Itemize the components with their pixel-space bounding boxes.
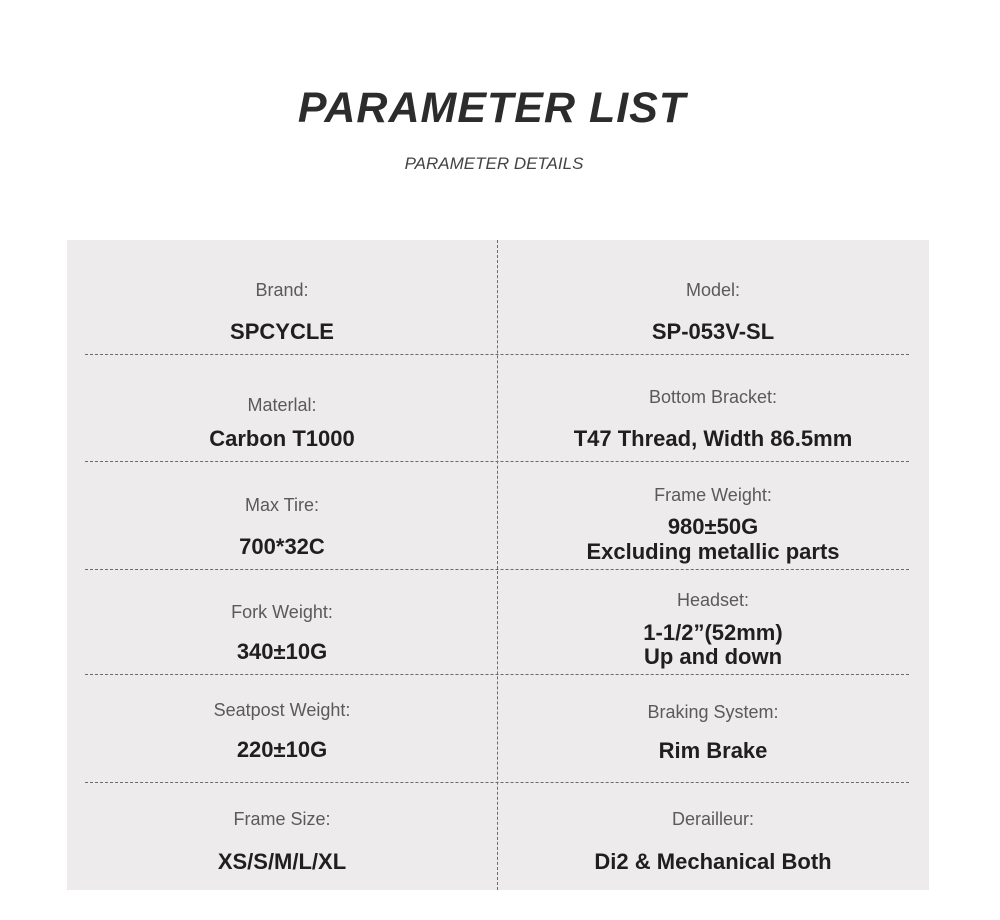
param-value: XS/S/M/L/XL xyxy=(217,849,347,874)
param-label: Materlal: xyxy=(247,395,317,415)
param-brand xyxy=(67,240,497,354)
param-value: 700*32C xyxy=(239,534,325,559)
param-value: 340±10G xyxy=(236,639,328,664)
param-value: SP-053V-SL xyxy=(651,319,775,344)
param-braking-system xyxy=(497,674,929,782)
parameter-table xyxy=(67,240,929,890)
param-label: Bottom Bracket: xyxy=(648,387,778,407)
param-frame-size xyxy=(67,782,497,890)
param-fork-weight xyxy=(67,569,497,674)
param-derailleur xyxy=(497,782,929,890)
param-value-line: 980±50G xyxy=(667,514,759,539)
param-label: Frame Size: xyxy=(233,809,331,829)
param-seatpost-weight xyxy=(67,674,497,782)
param-max-tire xyxy=(67,461,497,569)
param-label: Headset: xyxy=(676,590,750,610)
param-label: Frame Weight: xyxy=(654,485,772,505)
param-value-line: Up and down xyxy=(643,644,783,669)
param-value: Carbon T1000 xyxy=(209,426,355,451)
param-label: Fork Weight: xyxy=(231,602,333,622)
param-label: Derailleur: xyxy=(671,809,755,829)
param-label: Model: xyxy=(685,280,741,300)
param-bottom-bracket xyxy=(497,354,929,461)
page-subtitle: PARAMETER DETAILS xyxy=(404,154,584,173)
param-value: T47 Thread, Width 86.5mm xyxy=(573,426,853,451)
param-label: Seatpost Weight: xyxy=(213,700,351,720)
param-frame-weight xyxy=(497,461,929,569)
param-headset xyxy=(497,569,929,674)
param-label: Max Tire: xyxy=(244,495,319,515)
param-value-line: Excluding metallic parts xyxy=(586,539,840,564)
param-value: SPCYCLE xyxy=(230,319,334,344)
param-value: 220±10G xyxy=(236,737,328,762)
param-value: Di2 & Mechanical Both xyxy=(594,849,832,874)
param-model xyxy=(497,240,929,354)
param-label: Braking System: xyxy=(647,702,779,722)
param-material xyxy=(67,354,497,461)
param-label: Brand: xyxy=(255,280,309,300)
param-value: Rim Brake xyxy=(658,738,768,763)
page-title: PARAMETER LIST xyxy=(297,84,687,132)
param-value-line: 1-1/2”(52mm) xyxy=(643,620,783,645)
